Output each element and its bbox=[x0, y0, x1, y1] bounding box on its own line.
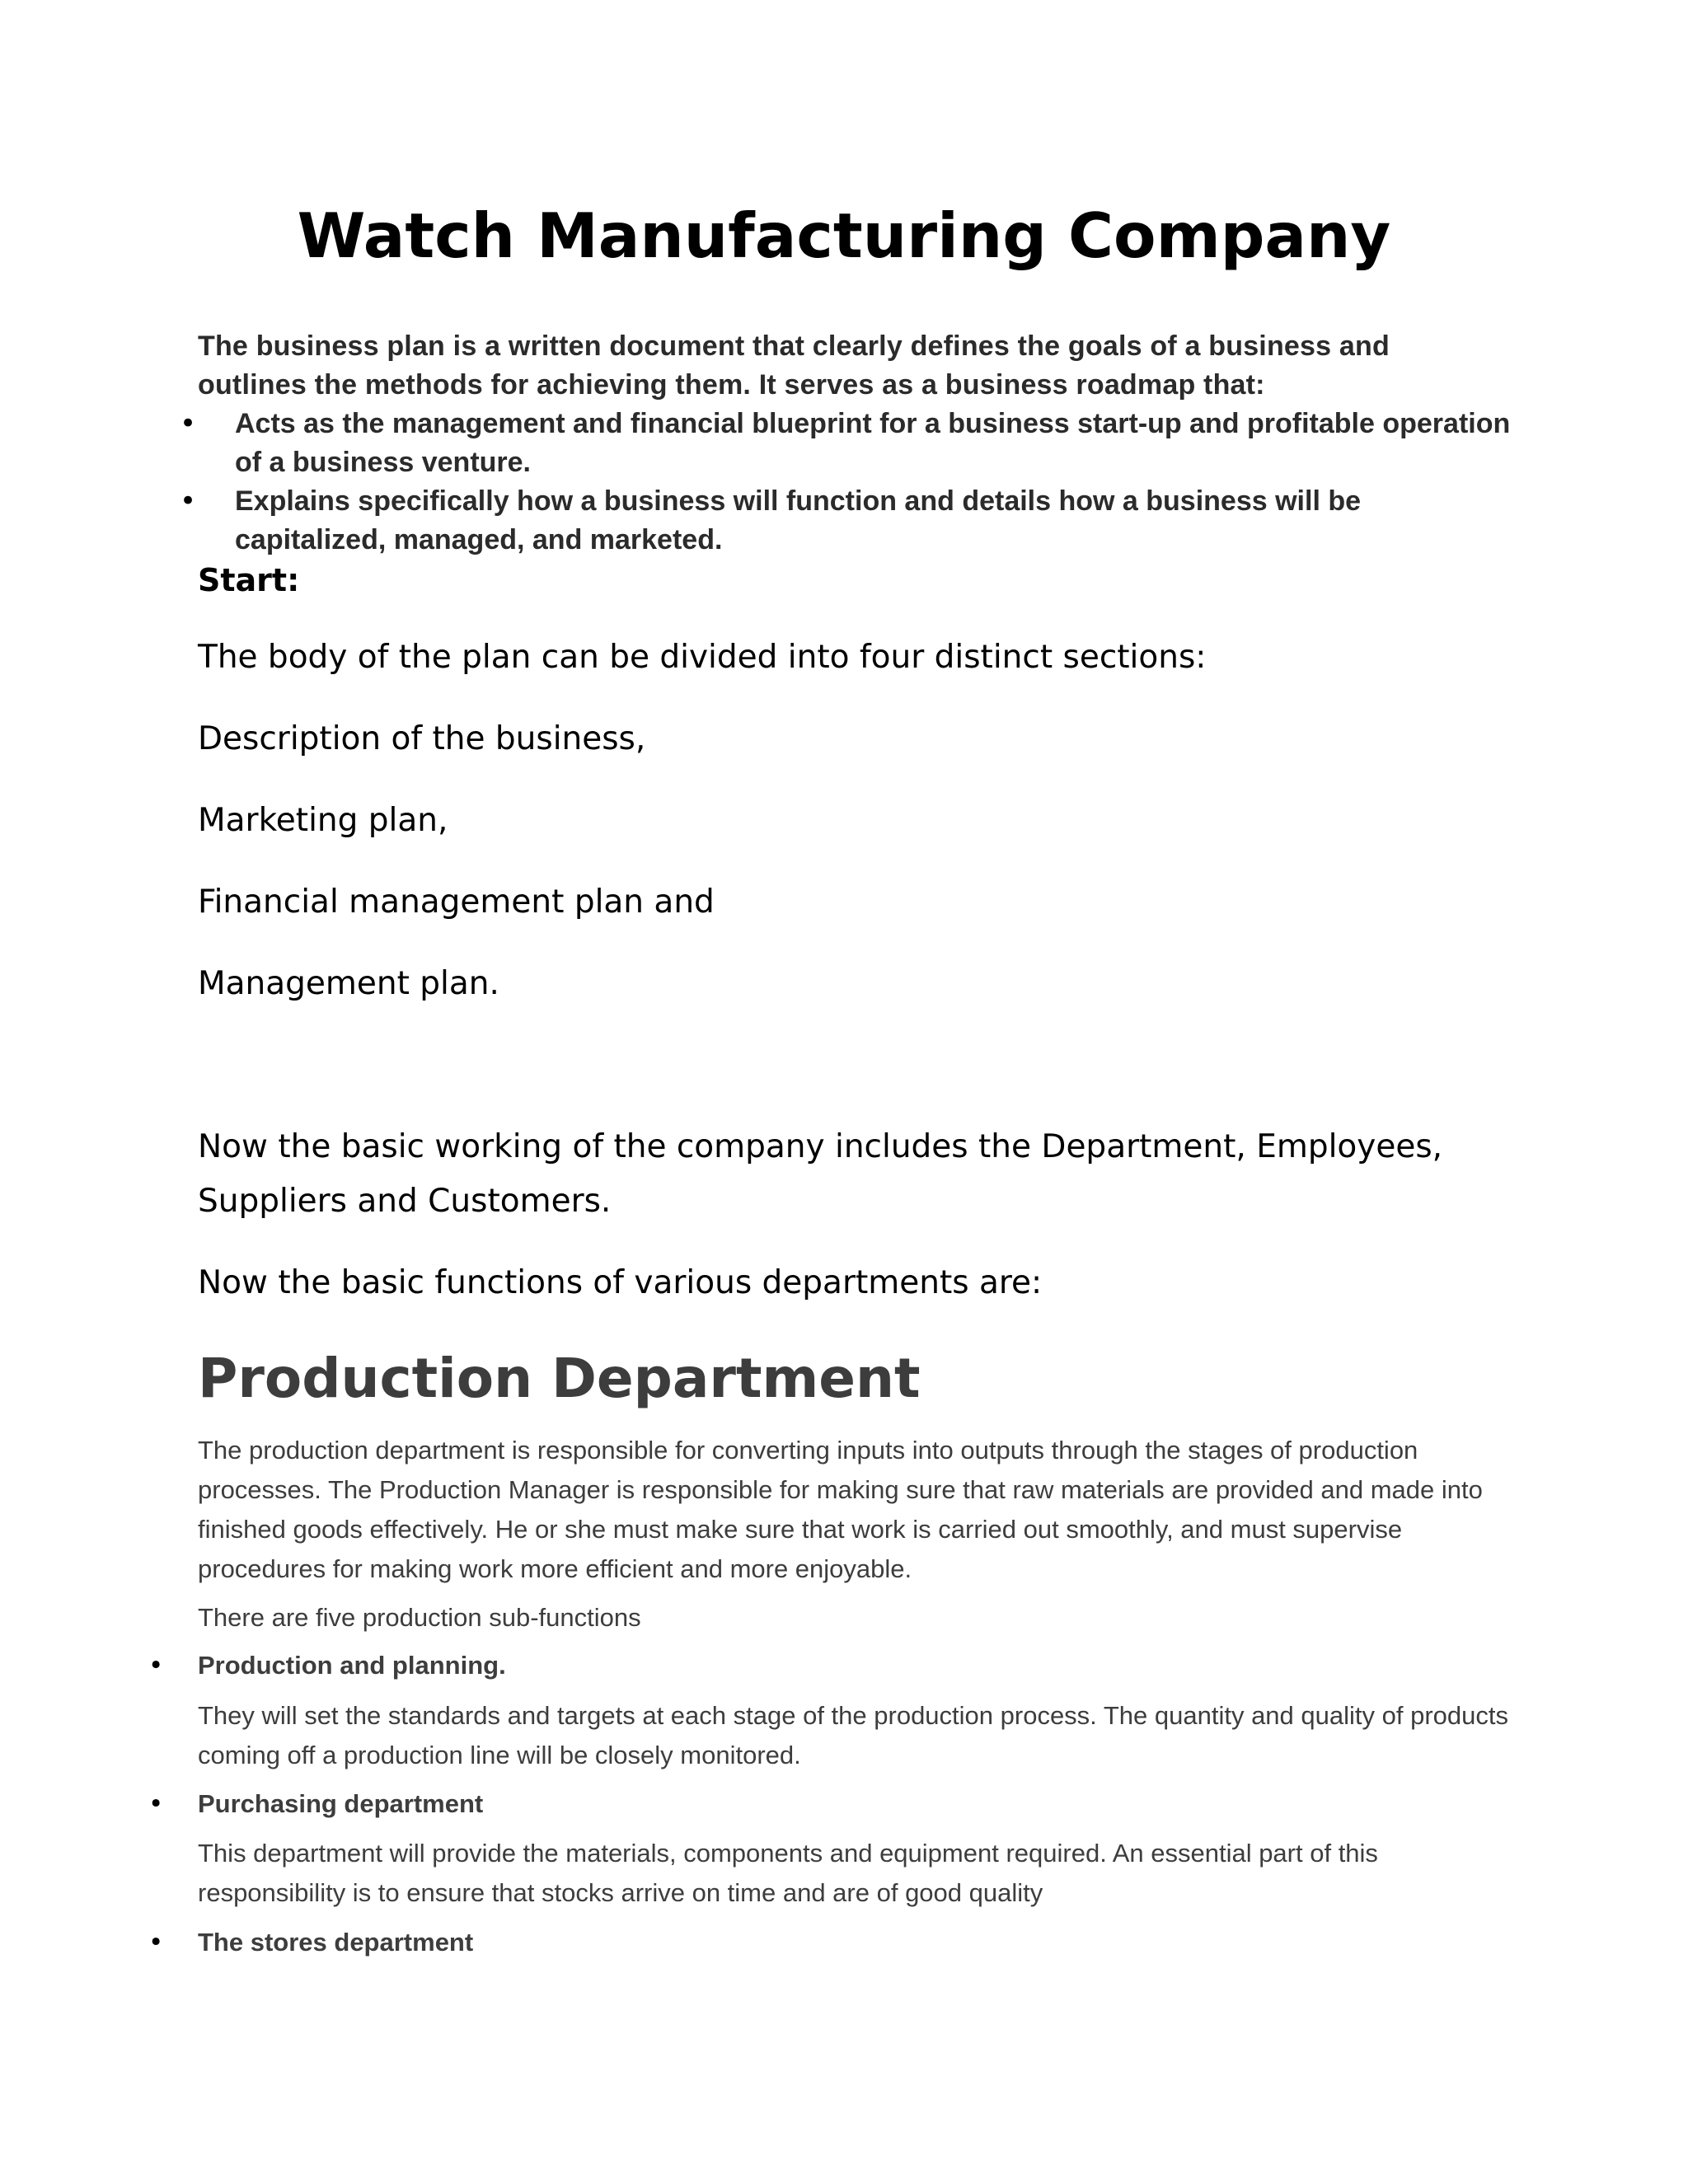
start-label: Start: bbox=[198, 562, 300, 598]
section-description: Description of the business, bbox=[198, 720, 646, 757]
bullet-icon: • bbox=[148, 1928, 164, 1957]
subfunctions-intro: There are five production sub-functions bbox=[198, 1603, 641, 1632]
functions-line: Now the basic functions of various departments are: bbox=[198, 1264, 1043, 1301]
list-item bbox=[180, 482, 1517, 560]
intro-bullet-text: Explains specifically how a business will function and details how a business will be capitalized, managed, and marketed. bbox=[235, 485, 1362, 555]
list-item bbox=[180, 405, 1517, 482]
subfunction-title: The stores department bbox=[198, 1928, 474, 1957]
subfunction-text: They will set the standards and targets at each stage of the production process. The quantity and quality of products coming off a production line will be closely monitored. bbox=[198, 1701, 1508, 1769]
subfunction-text: This department will provide the materials, components and equipment required. An essential part of this responsibility is to ensure that stocks arrive on time and are of good quality bbox=[198, 1839, 1378, 1907]
section-marketing: Marketing plan, bbox=[198, 802, 448, 839]
bullet-icon: • bbox=[148, 1651, 164, 1680]
document-title: Watch Manufacturing Company bbox=[297, 199, 1391, 272]
intro-bullet-list bbox=[180, 405, 1517, 560]
production-paragraph: The production department is responsible for converting inputs into outputs through the stages of production processes. The Production Manager is responsible for making sure that raw materials are provided and made into finished goods effectively. He or she must make sure that work is carried out smoothly, and must supervise procedures for making work more efficient and more enjoyable. bbox=[198, 1436, 1483, 1583]
intro-paragraph: The business plan is a written document that clearly defines the goals of a business and outlines the methods for achieving them. It serves as a business roadmap that: bbox=[198, 330, 1390, 401]
section-management: Management plan. bbox=[198, 965, 499, 1002]
bullet-icon: • bbox=[148, 1789, 164, 1819]
subfunction-title: Purchasing department bbox=[198, 1789, 484, 1818]
working-line-1: Now the basic working of the company includes the Department, Employees, bbox=[198, 1128, 1443, 1165]
bullet-icon: • bbox=[180, 407, 197, 440]
working-line-2: Suppliers and Customers. bbox=[198, 1183, 612, 1220]
intro-bullet-text: Acts as the management and financial blueprint for a business start-up and profitable operation of a business venture. bbox=[235, 408, 1511, 478]
bullet-icon: • bbox=[180, 485, 197, 518]
section-financial: Financial management plan and bbox=[198, 883, 715, 921]
subfunction-title: Production and planning. bbox=[198, 1651, 506, 1680]
production-heading: Production Department bbox=[198, 1347, 921, 1410]
sections-intro-line: The body of the plan can be divided into four distinct sections: bbox=[198, 639, 1207, 676]
